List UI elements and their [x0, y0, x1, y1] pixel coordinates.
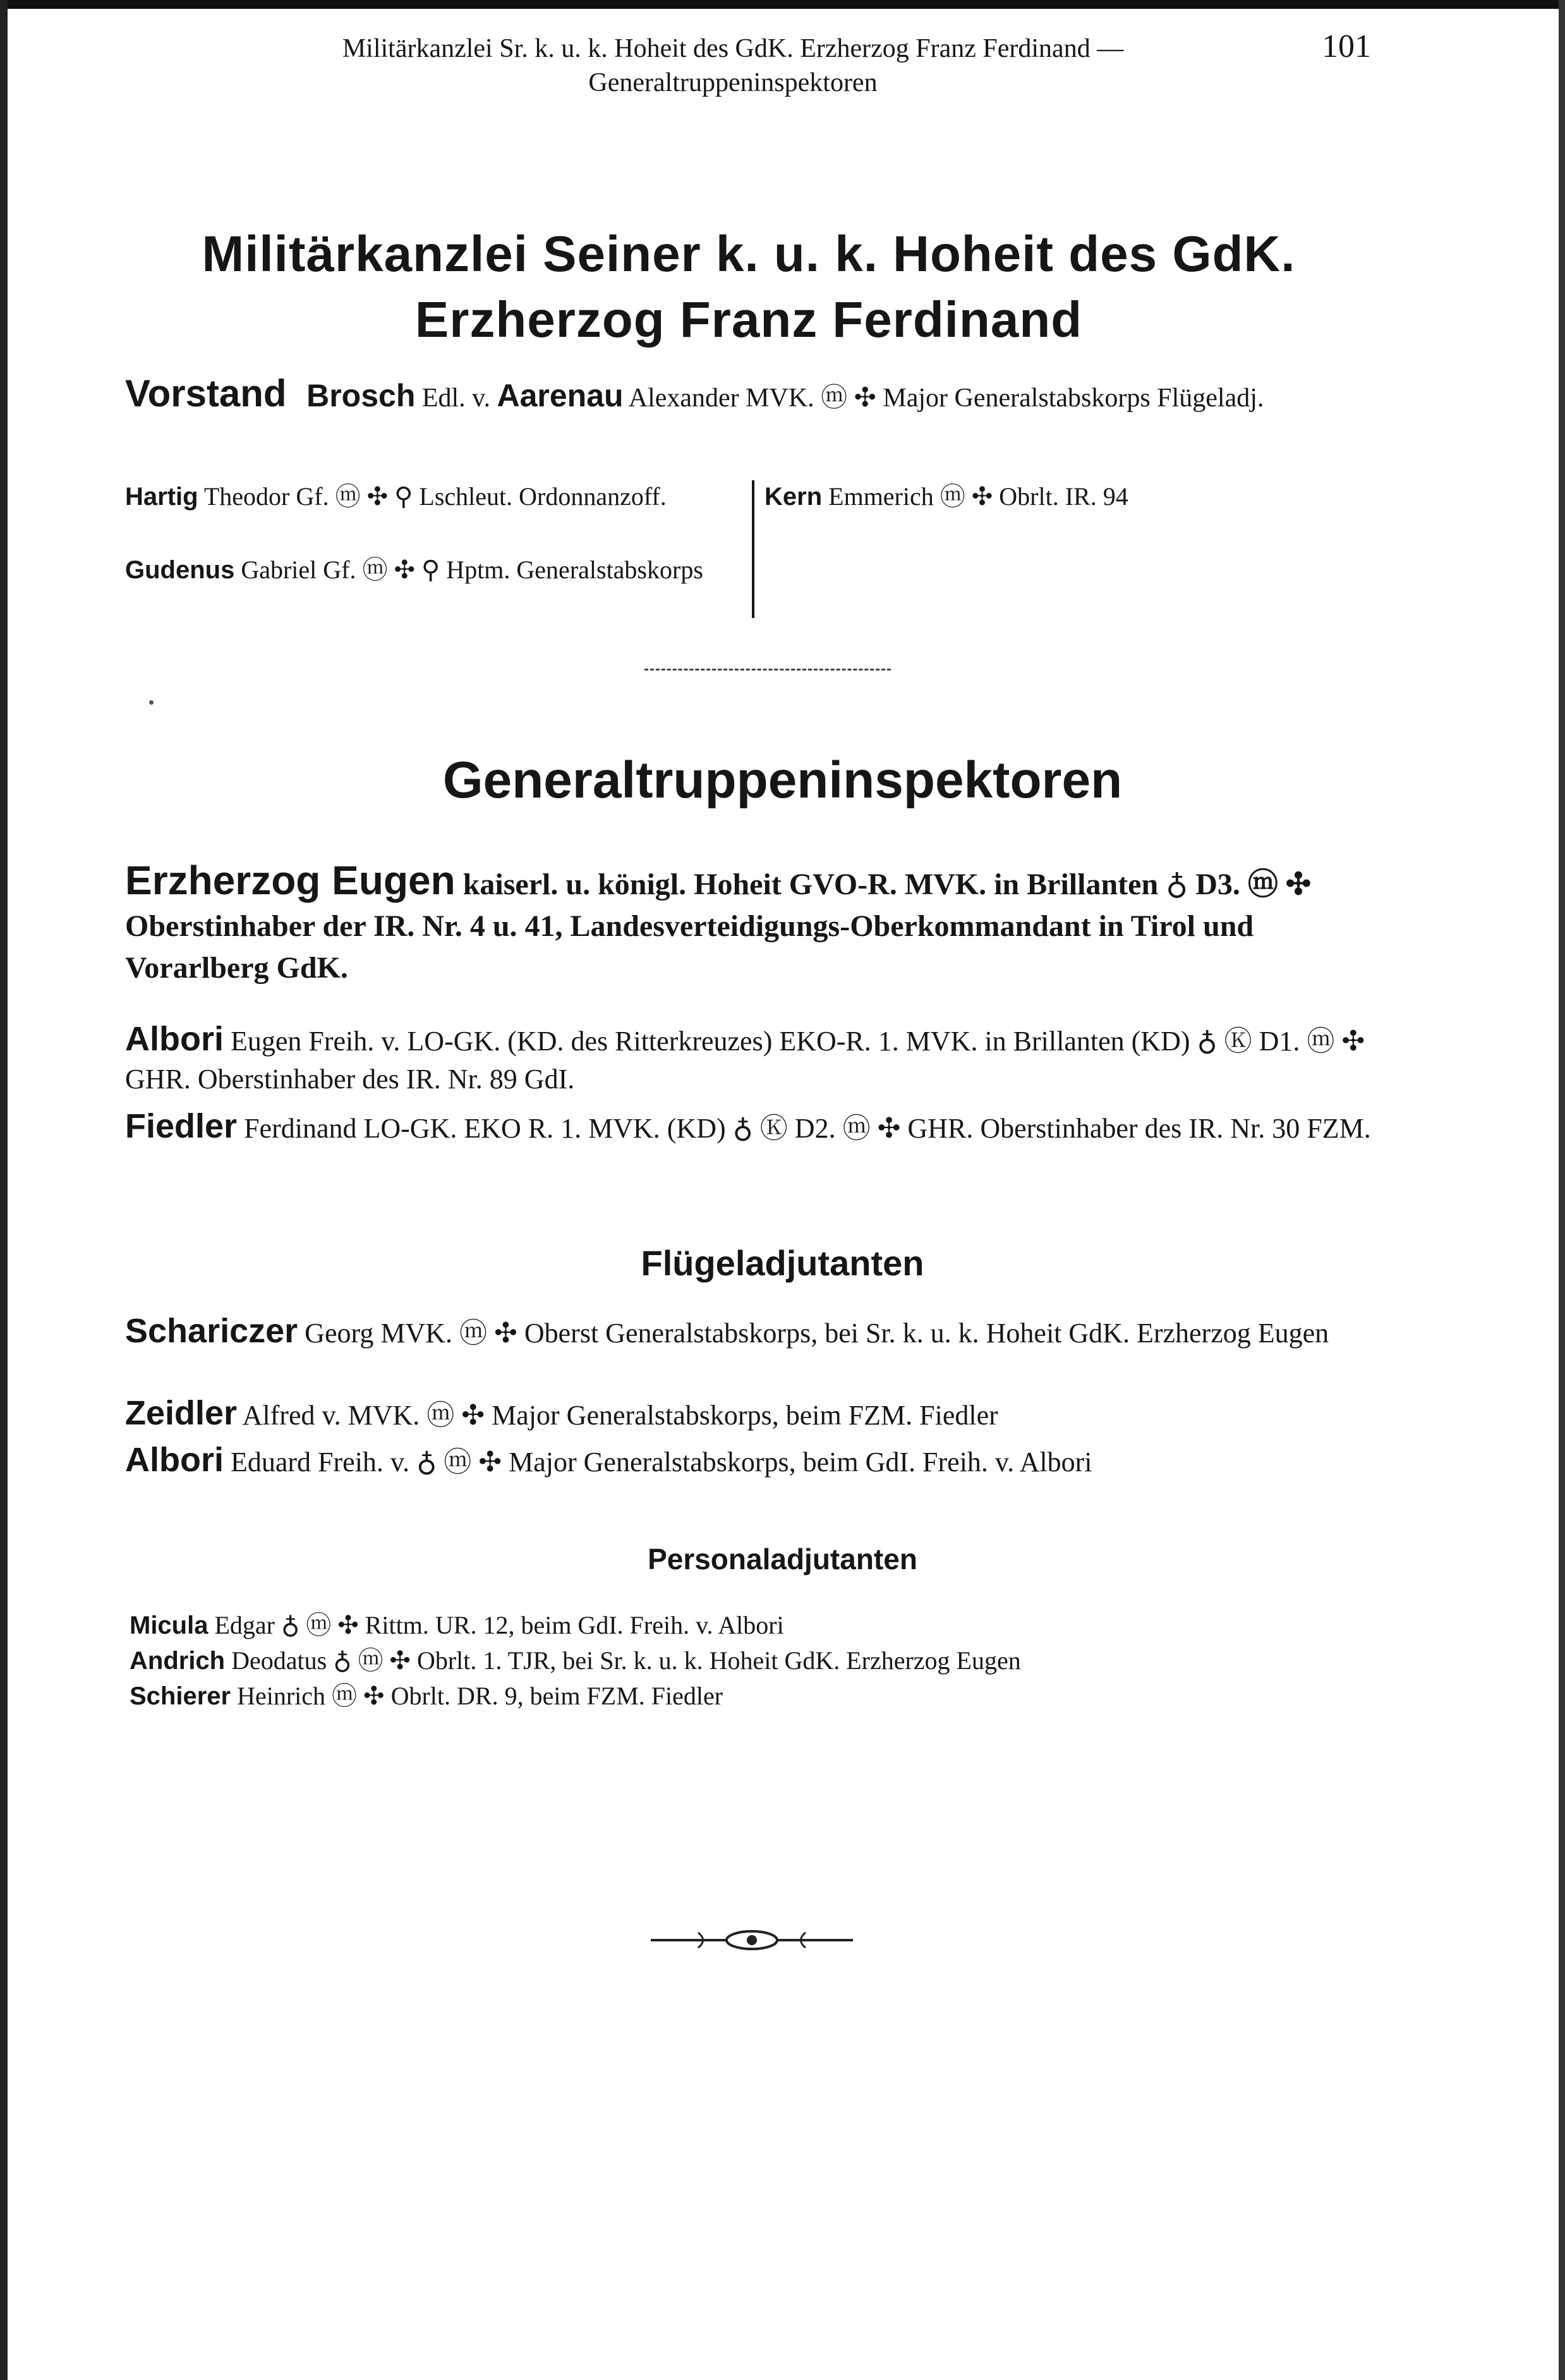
entry-text: Georg MVK. ⓜ ✣ Oberst Generalstabskorps, bei Sr. k. u. k. Hoheit GdK. Erzherzog Eugen — [305, 1318, 1329, 1349]
scan-speck — [149, 700, 154, 705]
left-col-entry-1 — [125, 479, 741, 514]
personal-aide-entry-2 — [130, 1644, 1021, 1677]
personal-aide-entry-1 — [130, 1609, 784, 1642]
section-title-fluegeladjutanten: Flügeladjutanten — [641, 1243, 924, 1283]
scan-edge-left — [0, 0, 8, 2380]
section-title-personaladjutanten: Personaladjutanten — [648, 1543, 917, 1576]
entry-name: Kern — [764, 483, 823, 511]
inspector-entry-1 — [125, 859, 1389, 989]
end-ornament — [651, 1921, 853, 1959]
entry-text: Ferdinand LO-GK. EKO R. 1. MVK. (KD) ♁ Ⓚ D2. ⓜ ✣ GHR. Oberstinhaber des IR. Nr. 30 FZM. — [244, 1113, 1371, 1144]
vorstand-text: Alexander MVK. ⓜ ✣ Major Generalstabskorps Flügeladj. — [628, 384, 1264, 413]
entry-text: Eugen Freih. v. LO-GK. (KD. des Ritterkreuzes) EKO-R. 1. MVK. in Brillanten (KD) ♁ Ⓚ D1. ⓜ ✣ GHR. Oberstinhaber des IR. Nr. 89 GdI. — [125, 1026, 1365, 1095]
entry-name: Micula — [130, 1612, 208, 1639]
entry-text: Heinrich ⓜ ✣ Obrlt. DR. 9, beim FZM. Fiedler — [237, 1682, 723, 1710]
vorstand-name2: Aarenau — [497, 378, 624, 413]
entry-name: Gudenus — [125, 556, 235, 584]
personal-aide-entry-3 — [130, 1680, 723, 1713]
entry-name: Schierer — [130, 1682, 231, 1710]
section-title-generaltruppeninspektoren: Generaltruppeninspektoren — [442, 751, 1123, 809]
entry-text: Edgar ♁ ⓜ ✣ Rittm. UR. 12, beim GdI. Freih. v. Albori — [214, 1611, 784, 1639]
entry-text: Eduard Freih. v. ♁ ⓜ ✣ Major Generalstabskorps, beim GdI. Freih. v. Albori — [231, 1447, 1092, 1478]
right-col-entry-1 — [764, 479, 1371, 514]
section-title-militaerkanzlei: Militärkanzlei Seiner k. u. k. Hoheit des GdK. Erzherzog Franz Ferdinand — [202, 226, 1296, 348]
scan-edge-top — [0, 0, 1565, 9]
entry-name: Zeidler — [125, 1394, 238, 1432]
aide-entry-3 — [125, 1441, 1389, 1481]
running-header-line1: Militärkanzlei Sr. k. u. k. Hoheit des GdK. Erzherzog Franz Ferdinand — — [342, 34, 1124, 63]
entry-text: Theodor Gf. ⓜ ✣ ⚲ Lschleut. Ordonnanzoff. — [203, 482, 667, 511]
inspector-entry-3 — [125, 1107, 1389, 1148]
column-divider — [752, 480, 754, 618]
scan-edge-right — [1559, 0, 1565, 2380]
running-header — [227, 32, 1238, 100]
entry-name: Schariczer — [125, 1312, 298, 1350]
running-header-line2: Generaltruppeninspektoren — [588, 68, 878, 97]
aide-entry-1 — [125, 1312, 1389, 1352]
entry-name: Albori — [125, 1020, 224, 1058]
entry-name: Andrich — [130, 1647, 226, 1675]
entry-name: Fiedler — [125, 1107, 238, 1145]
entry-text: Deodatus ♁ ⓜ ✣ Obrlt. 1. TJR, bei Sr. k. u. k. Hoheit GdK. Erzherzog Eugen — [231, 1646, 1021, 1675]
vorstand-label: Vorstand — [125, 372, 287, 415]
entry-text: Emmerich ⓜ ✣ Obrlt. IR. 94 — [828, 482, 1128, 511]
entry-name: Erzherzog Eugen — [125, 858, 456, 903]
page-number: 101 — [1322, 28, 1371, 64]
entry-text: Alfred v. MVK. ⓜ ✣ Major Generalstabskorps, beim FZM. Fiedler — [242, 1400, 998, 1431]
vorstand-name: Brosch — [306, 378, 416, 413]
inspector-entry-2 — [125, 1020, 1389, 1098]
aide-entry-2 — [125, 1394, 1389, 1435]
left-col-entry-2 — [125, 552, 741, 588]
vorstand-entry — [125, 373, 1389, 419]
entry-name: Hartig — [125, 483, 198, 511]
entry-text: Gabriel Gf. ⓜ ✣ ⚲ Hptm. Generalstabskorps — [241, 556, 703, 584]
vorstand-name-particle: Edl. v. — [421, 384, 490, 413]
section-separator-rule — [644, 669, 891, 671]
entry-name: Albori — [125, 1441, 224, 1479]
entry-text: kaiserl. u. königl. Hoheit GVO-R. MVK. in Brillanten ♁ D3. ⓜ ✣ Oberstinhaber der IR. Nr. 4 u. 41, Landesverteidigungs-Oberkommandant in Tirol und Vorarlberg GdK. — [125, 868, 1312, 985]
